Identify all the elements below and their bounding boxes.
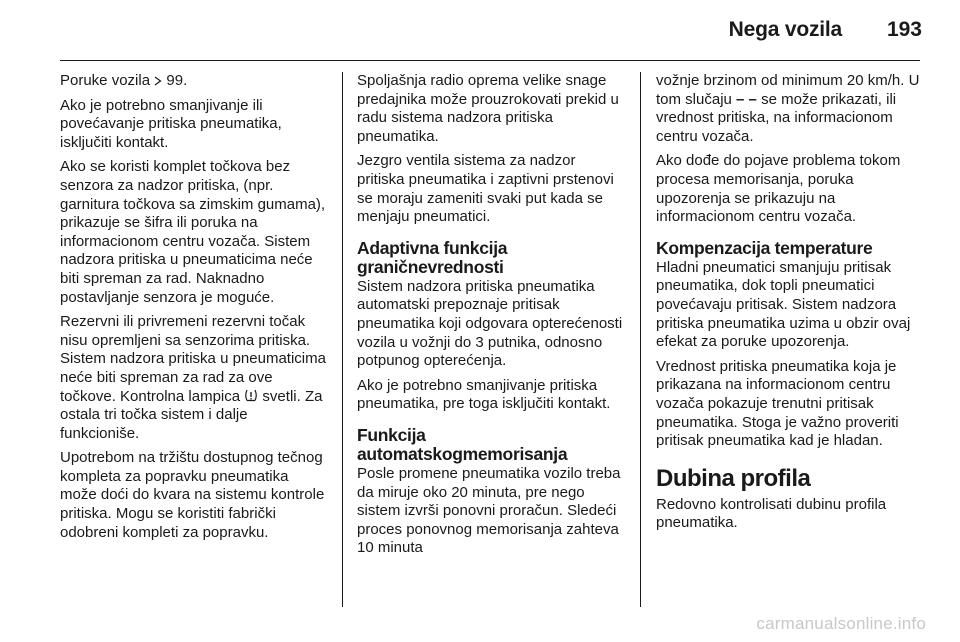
section-heading-temperature: Kompenzacija temperature: [656, 237, 873, 258]
paragraph: Upotrebom na tržištu dostupnog tečnog kompleta za popravku pneumatika može doći do kvara na sistemu kontrole pritiska. Mogu se koristiti fabrički odobreni kompleti za popravku.: [60, 449, 325, 541]
paragraph: Hladni pneumatici smanjuju pritisak pneumatika, dok topli pneumatici povećavaju pritisak. Sistem nadzora pritiska pneumatika uzima u obzir ovaj efekat za poruke upozorenja.: [656, 258, 911, 351]
paragraph: Jezgro ventila sistema za nadzor pritiska pneumatika i zaptivni prstenovi se moraju zameniti svaki put kada se menjaju pneumatici.: [357, 152, 614, 226]
paragraph: vožnje brzinom od minimum 20 km/h. U tom slučaju – – se može prikazati, ili vrednost pritiska, na informacionom centru vozača.: [656, 72, 920, 145]
column-2: [357, 72, 625, 564]
section-heading-auto-memorize: Funkcija automatskogmemorisanja: [357, 424, 568, 464]
paragraph: Posle promene pneumatika vozilo treba da miruje oko 20 minuta, pre nego sistem izvrši ponovni proračun. Sledeći proces ponovnog memorisanja zahteva 10 minuta: [357, 464, 621, 557]
section-heading-tread-depth: Dubina profila: [656, 464, 811, 492]
column-divider: [640, 72, 641, 607]
page-ref-link[interactable]: 99.: [166, 72, 188, 89]
column-divider: [342, 72, 343, 607]
page-number: 193: [886, 18, 922, 41]
paragraph: Sistem nadzora pritiska pneumatika automatski prepoznaje pritisak pneumatika koji odgovara opterećenosti vozila u vožnji do 3 putnika, odnosno potpunog opterećenja.: [357, 277, 623, 370]
header-title: Nega vozila: [728, 18, 842, 41]
paragraph: Vrednost pritiska pneumatika koja je prikazana na informacionom centru vozača pokazuje trenutni pritisak pneumatika. Stoga je važno proveriti pritisak pneumatika kad je hladan.: [656, 357, 899, 450]
column-1: [60, 72, 328, 548]
page-header: [0, 0, 960, 62]
section-heading-adaptive: Adaptivna funkcija graničnevrednosti: [357, 237, 508, 277]
arrow-ref-icon: [154, 76, 162, 86]
paragraph: Ako je potrebno smanjivanje ili povećavanje pritiska pneumatika, isključiti kontakt.: [60, 96, 282, 151]
dash-display: – –: [736, 90, 757, 108]
paragraph: Ako dođe do pojave problema tokom procesa memorisanja, poruka upozorenja se prikazuju na informacionom centru vozača.: [656, 152, 901, 226]
paragraph: Ako se koristi komplet točkova bez senzora za nadzor pritiska, (npr. garnitura točkova sa zimskim gumama), prikazuje se šifra ili poruka na informacionom centru vozača. Sistem nadzora pritiska u pneumaticima neće biti spreman za rad. Naknadno postavljanje senzora je moguće.: [60, 158, 326, 306]
column-3: [656, 72, 924, 539]
paragraph: Spoljašnja radio oprema velike snage predajnika može prouzrokovati prekid u radu sistema nadzora pritiska pneumatika.: [357, 72, 619, 145]
paragraph: Ako je potrebno smanjivanje pritiska pneumatika, pre toga isključiti kontakt.: [357, 376, 611, 413]
paragraph: Poruke vozila 99.: [60, 72, 188, 89]
watermark: carmanualsonline.info: [756, 614, 926, 633]
paragraph: Rezervni ili privremeni rezervni točak nisu opremljeni sa senzorima pritiska. Sistem nadzora pritiska u pneumaticima neće biti spreman za rad za ove točkove. Kontrolna lampica svetli. Za ostala tri točka sistem i dalje funkcioniše.: [60, 313, 326, 442]
paragraph: Redovno kontrolisati dubinu profila pneumatika.: [656, 495, 887, 532]
header-rule: [60, 60, 920, 61]
tire-pressure-warning-icon: [244, 389, 258, 402]
